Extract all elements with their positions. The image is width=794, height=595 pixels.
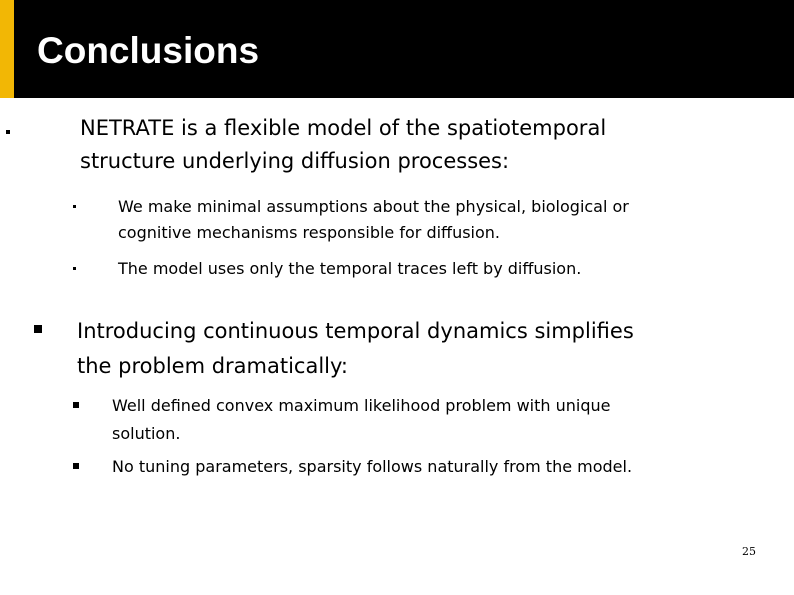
page-number: 25 — [742, 545, 756, 558]
sub-bullet-text — [118, 194, 629, 246]
bullet-line: the problem dramatically: — [77, 354, 348, 378]
slide-title: Conclusions — [37, 30, 260, 71]
bullet-text — [80, 112, 606, 178]
sub-bullet-line: No tuning parameters, sparsity follows naturally from the model. — [112, 457, 633, 476]
bullet-line: structure underlying diffusion processes: — [80, 149, 510, 173]
sub-bullet-text — [112, 453, 632, 481]
sub-bullet-line: The model uses only the temporal traces left by diffusion. — [118, 259, 582, 278]
bullet-line: Introducing continuous temporal dynamics simplifies — [77, 319, 634, 343]
title-accent-stripe — [0, 0, 14, 98]
bullet-line: NETRATE is a flexible model of the spatiotemporal — [80, 116, 607, 140]
sub-bullet-text — [118, 256, 581, 282]
sub-bullet-marker — [73, 205, 76, 208]
sub-bullet-line: cognitive mechanisms responsible for diffusion. — [118, 223, 500, 242]
sub-bullet-line: Well defined convex maximum likelihood problem with unique — [112, 396, 611, 415]
sub-bullet-marker — [73, 463, 79, 469]
sub-bullet-marker — [73, 402, 79, 408]
bullet-text — [77, 314, 634, 384]
title-bar — [0, 0, 794, 98]
sub-bullet-marker — [73, 267, 76, 270]
bullet-marker — [6, 130, 10, 134]
sub-bullet-line: We make minimal assumptions about the physical, biological or — [118, 197, 629, 216]
sub-bullet-text — [112, 392, 611, 448]
bullet-marker — [34, 325, 42, 333]
sub-bullet-line: solution. — [112, 424, 181, 443]
